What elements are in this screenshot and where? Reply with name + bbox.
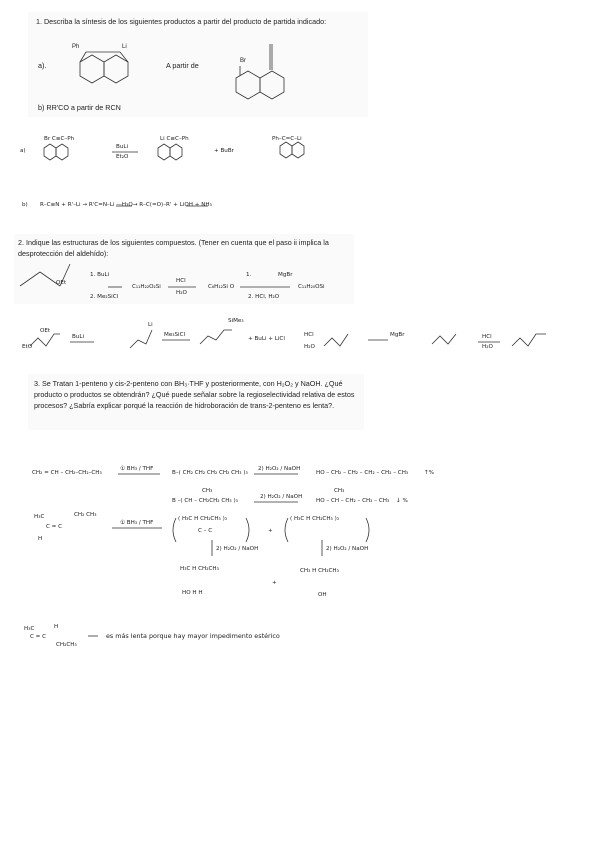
answer-1a-start: Br C≡C–Ph <box>44 136 75 142</box>
answer-1a-reagent-bottom: Et₂O <box>116 154 129 160</box>
ans3-alcohol-2: CH₃ H CH₂CH₃ <box>300 568 339 574</box>
ans3-ox-2: 2) H₂O₂ / NaOH <box>326 546 369 552</box>
ans3-l1-borane: B–( CH₂ CH₂ CH₂ CH₂ CH₃ )₃ <box>172 470 248 476</box>
ans3-borane-1c: C – C <box>198 528 213 534</box>
ans2-si1: SiMe₃ <box>228 318 244 324</box>
question-1-ph: Ph <box>72 44 80 50</box>
ans2-r1: BuLi <box>72 334 85 340</box>
ans3-alcohol-1b: HO H H <box>182 590 203 596</box>
question-1-li: Li <box>122 44 127 50</box>
ans3-trans-ch2: CH₂CH₃ <box>56 642 77 648</box>
ans3-borane-2: ( H₃C H CH₂CH₃ )₃ <box>290 516 339 522</box>
answer-1a-product: Ph–C=C–Li <box>272 136 302 142</box>
ans3-plus: + <box>268 528 273 534</box>
q2-step-ii: 2. Me₂SiCl <box>90 294 119 300</box>
ans3-cis-h: H <box>38 536 43 542</box>
ans3-cis-c: C = C <box>46 524 63 530</box>
ans3-alcohol-plus: + <box>272 580 277 586</box>
q2-reagent-hcl: HCl <box>176 278 186 284</box>
question-3-title: 3. Se Tratan 1-penteno y cis-2-penteno con BH₃·THF y posteriormente, con H₂O₂ y NaOH. ¿Qué producto o productos se obtendrán? ¿Qué puede señalar sobre la regioselectividad relativa de estos procesos? ¿Sabría explicar porqué la reacción de hidroboración de trans-2-penteno es lenta?. <box>34 379 355 411</box>
ans2-plus: + BuLi + LiCl <box>248 336 285 342</box>
ans2-hcl: HCl <box>304 332 314 338</box>
ans3-alcohol-1: H₃C H CH₂CH₃ <box>180 566 219 572</box>
q2-product-2: C₆H₁₂Si O <box>208 284 235 290</box>
question-1-br: Br <box>240 58 246 64</box>
answer-1b-label: b) <box>22 202 28 208</box>
q2-product-3: C₁₁H₂₀OSi <box>298 284 325 290</box>
ans3-ox-1: 2) H₂O₂ / NaOH <box>216 546 259 552</box>
ans2-h2o2: H₂O <box>482 344 493 350</box>
ans3-l2-ch3b: CH₃ <box>334 488 345 494</box>
q2-reagent-3b: MgBr <box>278 272 293 278</box>
ans2-h2o: H₂O <box>304 344 315 350</box>
answer-1a-intermediate: Li C≡C–Ph <box>160 136 189 142</box>
ans3-trans-explanation: es más lenta porque hay mayor impedimento estérico <box>106 632 280 640</box>
ans2-mid: Li <box>148 322 153 328</box>
ans3-trans-h: H <box>54 624 59 630</box>
ans3-borane-1: ( H₃C H CH₂CH₃ )₃ <box>178 516 227 522</box>
q2-reagent-3a: 1. <box>246 272 252 278</box>
q2-product-1: C₁₁H₂₂O₂Si <box>132 284 161 290</box>
question-1-a-partir: A partir de <box>166 61 199 70</box>
question-1-title: 1. Describa la síntesis de los siguientes productos a partir del producto de partida indicado: <box>36 17 327 26</box>
ans3-l1-reagent-2: 2) H₂O₂ / NaOH <box>258 466 301 472</box>
question-1-b: b) RR'CO a partir de RCN <box>38 103 121 112</box>
question-2-title: 2. Indique las estructuras de los siguientes compuestos. (Tener en cuenta que el paso ii implica la desprotección del aldehído): <box>18 238 329 259</box>
answer-1b-equation: R–C≡N + R'–Li → R'C=N–Li —H₃O→ R–C(=O)–R' + LiOH + NH₃ <box>40 202 212 208</box>
ans3-cis-reagent: ① BH₃ / THF <box>120 520 154 526</box>
q2-sm-label: OEt <box>56 280 67 286</box>
answer-1a-label: a) <box>20 148 26 154</box>
ans3-l1-percent: ↑% <box>424 470 435 476</box>
q2-reagent-h2o: H₂O <box>176 290 187 296</box>
question-1-a-label: a). <box>38 61 47 70</box>
ans3-cis-h3c: H₃C <box>34 514 45 520</box>
ans3-l2-reagent-2: 2) H₂O₂ / NaOH <box>260 494 303 500</box>
ans3-l2-ch3: CH₃ <box>202 488 213 494</box>
ans3-l1-sm: CH₂ = CH – CH₂–CH₂–CH₃ <box>32 470 102 476</box>
ans3-l1-reagent: ① BH₃ / THF <box>120 466 154 472</box>
ans3-l2-percent: ↓ % <box>396 498 408 504</box>
ans3-cis-ch2ch3: CH₂ CH₃ <box>74 512 97 518</box>
ans2-hcl2: HCl <box>482 334 492 340</box>
ans3-l1-product: HO – CH₂ – CH₂ – CH₂ – CH₂ – CH₃ <box>316 470 409 476</box>
ans3-alcohol-2b: OH <box>318 592 327 598</box>
ans3-l2-product: HO – CH – CH₂ – CH₂ – CH₃ <box>316 498 390 504</box>
answer-1a-reagent-top: BuLi <box>116 144 129 150</box>
ans2-s1b: EtO <box>22 344 33 350</box>
ans2-r2: Me₃SiCl <box>164 332 186 338</box>
ans3-l2-borane: B –( CH – CH₂CH₂ CH₃ )₃ <box>172 498 238 504</box>
ans2-s1: OEt <box>40 328 51 334</box>
ans2-mgbr: MgBr <box>390 332 405 338</box>
q2-reagent-3c: 2. HCl, H₂O <box>248 294 280 300</box>
answer-1a-byproduct: + BuBr <box>214 148 234 154</box>
ans3-trans-h3c: H₃C <box>24 626 35 632</box>
ans3-trans-c: C = C <box>30 634 47 640</box>
q2-step-i: 1. BuLi <box>90 272 110 278</box>
